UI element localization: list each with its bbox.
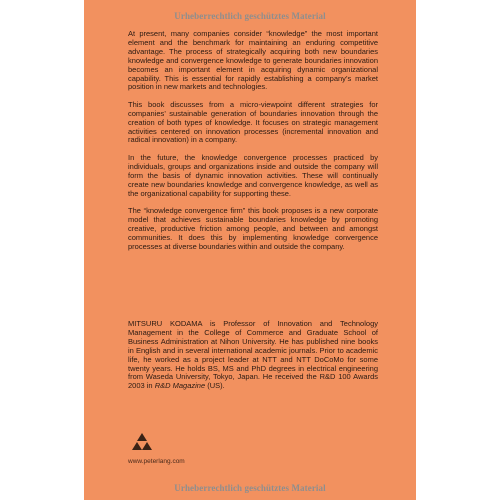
- publisher-logo-icon: [131, 432, 153, 452]
- magazine-name: R&D Magazine: [154, 381, 206, 391]
- blurb-paragraph-3: In the future, the knowledge convergence processes practiced by individuals, groups and organizations inside and outside the company will form the basis of dynamic innovation activities. These will continually create new boundaries knowledge and convergence knowledge, as well as the organizational capability for supporting these.: [128, 152, 378, 198]
- author-bio-tail: (US).: [205, 381, 225, 391]
- watermark-top: Urheberrechtlich geschütztes Material: [174, 11, 326, 21]
- blurb: [128, 30, 378, 260]
- publisher-url[interactable]: www.peterlang.com: [128, 458, 185, 465]
- blurb-paragraph-2: This book discusses from a micro-viewpoint different strategies for companies’ sustainable generation of boundaries innovation through the creation of both types of knowledge. It focuses on strategic management activities centered on innovation processes (incremental innovation and radical innovation) in a company.: [128, 99, 378, 145]
- book-back-cover: [84, 0, 416, 500]
- blurb-paragraph-1: At present, many companies consider “knowledge” the most important element and the benchmark for maintaining an enduring competitive advantage. The process of strategically acquiring both new boundaries knowledge and convergence knowledge to generate boundaries innovation becomes an important element in acquiring dynamic organizational capability. This is essential for rapidly establishing a company’s market position in new markets and technologies.: [128, 29, 378, 92]
- watermark-bottom: Urheberrechtlich geschütztes Material: [174, 483, 326, 493]
- author-bio: [128, 320, 378, 391]
- blurb-paragraph-4: The “knowledge convergence firm” this book proposes is a new corporate model that achieves sustainable boundaries knowledge by promoting creative, productive friction among people, and between and amongst communities. It does this by implementing knowledge convergence processes at diverse boundaries within and outside the company.: [128, 205, 378, 251]
- author-bio-text: MITSURU KODAMA is Professor of Innovation and Technology Management in the College of Commerce and Graduate School of Business Administration at Nihon University. He has published nine books in English and in several international academic journals. Prior to academic life, he worked as a project leader at NTT and NTT DoCoMo for some twenty years. He holds BS, MS and PhD degrees in electrical engineering from Waseda University, Tokyo, Japan. He received the R&D 100 Awards 2003 in: [128, 319, 378, 391]
